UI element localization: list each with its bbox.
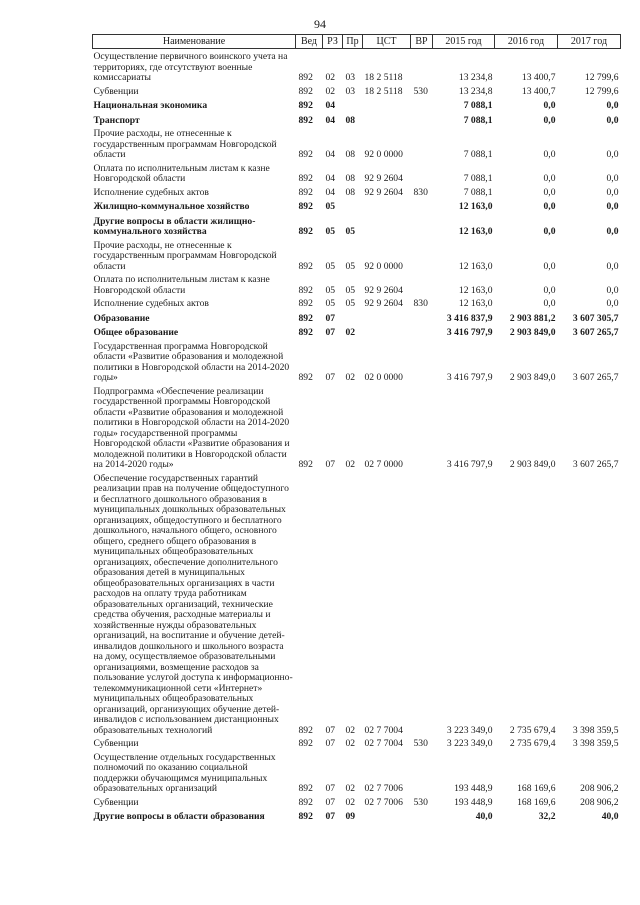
row-pr: 08 <box>345 173 356 184</box>
row-pr: 02 <box>345 459 356 470</box>
row-value-2017: 0,0 <box>606 100 619 111</box>
row-value-2016: 0,0 <box>543 186 556 198</box>
row-vr: 830 <box>413 298 428 309</box>
row-value-2015: 3 416 797,9 <box>446 372 493 383</box>
table-row <box>93 384 621 471</box>
row-value-2017: 0,0 <box>606 226 619 237</box>
row-cst: 92 9 2604 <box>364 186 403 198</box>
row-value-2017: 3 607 305,7 <box>572 312 619 324</box>
row-vr <box>411 97 433 112</box>
row-value-2016: 2 903 881,2 <box>509 312 556 324</box>
row-value-2017: 0,0 <box>606 114 619 126</box>
row-value-2015: 13 234,8 <box>458 85 493 97</box>
row-rz: 05 <box>325 284 336 296</box>
row-ved: 892 <box>298 372 313 383</box>
row-value-2015: 7 088,1 <box>463 149 493 160</box>
row-value-2015: 193 448,9 <box>454 796 493 808</box>
row-value-2016: 0,0 <box>543 100 556 111</box>
row-cst: 02 7 7006 <box>364 796 403 808</box>
table-row <box>93 185 621 199</box>
row-name: Национальная экономика <box>93 100 208 111</box>
row-value-2015: 12 163,0 <box>458 201 493 212</box>
row-value-2017: 0,0 <box>606 186 619 198</box>
row-pr: 03 <box>345 72 356 83</box>
row-value-2016: 2 735 679,4 <box>509 724 556 736</box>
table-row <box>93 471 621 737</box>
row-rz: 05 <box>325 226 336 237</box>
row-vr: 530 <box>413 738 428 749</box>
row-value-2017: 208 906,2 <box>580 796 619 808</box>
row-vr <box>411 384 433 471</box>
table-row <box>93 84 621 98</box>
row-cst: 02 7 7006 <box>364 783 403 794</box>
row-value-2015: 12 163,0 <box>458 284 493 296</box>
row-value-2017: 208 906,2 <box>580 783 619 794</box>
row-ved: 892 <box>298 811 313 822</box>
page-number: 94 <box>314 17 326 31</box>
row-name: Государственная программа Новгородской области «Развитие образования и молодежной политики в Новгородской области на 2014-2020 годы» <box>93 340 290 383</box>
row-cst: 02 0 0000 <box>364 372 403 383</box>
row-ved: 892 <box>298 298 313 309</box>
row-name: Общее образование <box>93 327 179 338</box>
table-row <box>93 339 621 384</box>
row-value-2017: 40,0 <box>601 811 619 822</box>
row-cst: 92 9 2604 <box>364 284 403 296</box>
row-ved: 892 <box>298 724 313 736</box>
row-value-2015: 7 088,1 <box>463 100 493 111</box>
header-2016: 2016 год <box>495 35 558 49</box>
row-rz: 07 <box>325 312 336 324</box>
table-row <box>93 795 621 809</box>
row-vr <box>411 238 433 273</box>
row-value-2015: 3 223 349,0 <box>446 738 493 749</box>
row-pr <box>343 198 363 213</box>
row-ved: 892 <box>298 85 313 97</box>
row-ved: 892 <box>298 114 313 126</box>
row-vr: 530 <box>413 85 428 97</box>
row-rz: 07 <box>325 459 336 470</box>
table-row <box>93 272 621 296</box>
row-ved: 892 <box>298 459 313 470</box>
row-vr <box>411 808 433 823</box>
row-cst: 92 0 0000 <box>364 260 403 272</box>
row-pr: 05 <box>345 284 356 296</box>
row-rz: 02 <box>325 72 336 83</box>
row-vr <box>411 126 433 161</box>
row-value-2017: 0,0 <box>606 173 619 184</box>
row-value-2016: 0,0 <box>543 201 556 212</box>
row-rz: 04 <box>325 149 336 160</box>
row-value-2015: 193 448,9 <box>454 783 493 794</box>
row-rz: 07 <box>325 372 336 383</box>
row-pr: 08 <box>345 186 356 198</box>
row-name: Исполнение судебных актов <box>93 186 209 198</box>
row-pr: 02 <box>345 327 356 338</box>
table-row <box>93 161 621 185</box>
row-value-2017: 12 799,6 <box>584 72 619 83</box>
row-ved: 892 <box>298 260 313 272</box>
row-name: Транспорт <box>93 114 140 126</box>
row-vr <box>411 198 433 213</box>
row-rz: 04 <box>325 186 336 198</box>
row-pr <box>343 310 363 325</box>
row-rz: 07 <box>325 796 336 808</box>
row-value-2017: 3 607 265,7 <box>572 327 619 338</box>
table-header-row <box>93 35 621 49</box>
row-value-2017: 0,0 <box>606 298 619 309</box>
row-rz: 05 <box>325 260 336 272</box>
table-row <box>93 238 621 273</box>
row-name: Образование <box>93 312 150 324</box>
row-value-2017: 3 607 265,7 <box>572 372 619 383</box>
row-vr <box>411 112 433 127</box>
row-name: Другие вопросы в области жилищно-коммунального хозяйства <box>93 215 256 237</box>
row-ved: 892 <box>298 783 313 794</box>
row-pr: 08 <box>345 114 356 126</box>
row-name: Оплата по исполнительным листам к казне Новгородской области <box>93 162 270 184</box>
row-pr: 05 <box>345 260 356 272</box>
row-vr <box>411 161 433 185</box>
row-rz: 07 <box>325 738 336 749</box>
row-cst: 92 9 2604 <box>364 173 403 184</box>
row-rz: 02 <box>325 85 336 97</box>
row-value-2017: 0,0 <box>606 201 619 212</box>
row-value-2015: 7 088,1 <box>463 186 493 198</box>
row-value-2016: 0,0 <box>543 260 556 272</box>
row-cst <box>363 213 411 238</box>
row-ved: 892 <box>298 312 313 324</box>
row-ved: 892 <box>298 796 313 808</box>
row-value-2015: 3 416 797,9 <box>446 327 493 338</box>
row-ved: 892 <box>298 149 313 160</box>
table-row <box>93 213 621 238</box>
row-value-2015: 3 416 837,9 <box>446 312 493 324</box>
row-rz: 07 <box>325 783 336 794</box>
row-cst: 18 2 5118 <box>364 72 403 83</box>
row-ved: 892 <box>298 186 313 198</box>
row-cst: 18 2 5118 <box>364 85 403 97</box>
row-cst: 02 7 0000 <box>364 459 403 470</box>
header-2015: 2015 год <box>433 35 495 49</box>
row-name: Осуществление первичного воинского учета на территориях, где отсутствуют военные комиссариаты <box>93 51 288 83</box>
table-row <box>93 736 621 750</box>
row-value-2016: 32,2 <box>538 811 556 822</box>
table-body <box>93 49 621 823</box>
row-cst: 02 7 7004 <box>364 738 403 749</box>
row-cst <box>363 198 411 213</box>
row-vr: 830 <box>413 186 428 198</box>
row-rz: 05 <box>325 201 336 212</box>
row-rz: 07 <box>325 327 336 338</box>
row-value-2016: 0,0 <box>543 298 556 309</box>
budget-table <box>92 34 621 823</box>
row-pr: 05 <box>345 298 356 309</box>
row-value-2016: 13 400,7 <box>521 72 556 83</box>
row-value-2016: 0,0 <box>543 284 556 296</box>
row-value-2017: 3 607 265,7 <box>572 459 619 470</box>
row-value-2016: 13 400,7 <box>521 85 556 97</box>
row-name: Другие вопросы в области образования <box>93 811 265 822</box>
row-pr: 03 <box>345 85 356 97</box>
row-value-2015: 13 234,8 <box>458 72 493 83</box>
row-name: Субвенции <box>93 85 139 97</box>
row-value-2015: 3 416 797,9 <box>446 459 493 470</box>
row-ved: 892 <box>298 738 313 749</box>
header-ved: Вед <box>296 35 323 49</box>
row-rz: 05 <box>325 298 336 309</box>
header-pr: Пр <box>343 35 363 49</box>
row-rz: 07 <box>325 724 336 736</box>
row-cst <box>363 310 411 325</box>
row-vr <box>411 272 433 296</box>
row-name: Субвенции <box>93 796 139 808</box>
row-ved: 892 <box>298 327 313 338</box>
row-value-2015: 7 088,1 <box>463 114 493 126</box>
row-vr: 530 <box>413 796 428 808</box>
row-value-2017: 12 799,6 <box>584 85 619 97</box>
row-cst <box>363 97 411 112</box>
table-row <box>93 750 621 795</box>
row-pr: 02 <box>345 738 356 749</box>
row-pr <box>343 97 363 112</box>
row-value-2017: 0,0 <box>606 260 619 272</box>
row-rz: 07 <box>325 811 336 822</box>
row-value-2016: 0,0 <box>543 149 556 160</box>
row-cst <box>363 324 411 339</box>
header-name: Наименование <box>93 35 296 49</box>
header-cst: ЦСТ <box>363 35 411 49</box>
row-value-2015: 7 088,1 <box>463 173 493 184</box>
row-name: Прочие расходы, не отнесенные к государственным программам Новгородской области <box>93 239 277 272</box>
row-ved: 892 <box>298 284 313 296</box>
header-vr: ВР <box>411 35 433 49</box>
row-value-2015: 12 163,0 <box>458 226 493 237</box>
table-row <box>93 324 621 339</box>
header-2017: 2017 год <box>558 35 621 49</box>
row-vr <box>411 471 433 737</box>
row-value-2016: 2 903 849,0 <box>509 372 556 383</box>
row-name: Исполнение судебных актов <box>93 298 209 309</box>
row-pr: 02 <box>345 783 356 794</box>
row-ved: 892 <box>298 100 313 111</box>
row-value-2015: 3 223 349,0 <box>446 724 493 736</box>
row-value-2015: 12 163,0 <box>458 298 493 309</box>
row-vr <box>411 324 433 339</box>
row-pr: 02 <box>345 796 356 808</box>
table-row <box>93 296 621 310</box>
row-name: Подпрограмма «Обеспечение реализации государственной программы Новгородской области «Развитие образования и молодежной политики в Новгородской области на 2014-2020 годы» государственной программы Новгородской области «Развитие образования и молодежной политики в Новгородской области на 2014-2020 годы» <box>93 385 290 470</box>
row-ved: 892 <box>298 173 313 184</box>
header-rz: РЗ <box>323 35 343 49</box>
row-cst <box>363 112 411 127</box>
row-pr: 09 <box>345 811 356 822</box>
table-row <box>93 49 621 84</box>
table-row <box>93 310 621 325</box>
row-value-2016: 168 169,6 <box>517 796 556 808</box>
row-pr: 02 <box>345 724 356 736</box>
row-value-2017: 3 398 359,5 <box>572 724 619 736</box>
row-vr <box>411 213 433 238</box>
row-name: Оплата по исполнительным листам к казне Новгородской области <box>93 274 270 296</box>
row-value-2016: 0,0 <box>543 226 556 237</box>
row-value-2015: 40,0 <box>475 811 493 822</box>
table-row <box>93 808 621 823</box>
row-value-2016: 0,0 <box>543 173 556 184</box>
row-name: Осуществление отдельных государственных полномочий по оказанию социальной поддержки обучающимся муниципальных образовательных организаций <box>93 751 276 794</box>
row-cst: 02 7 7004 <box>364 724 403 736</box>
row-rz: 04 <box>325 100 336 111</box>
row-value-2017: 3 398 359,5 <box>572 738 619 749</box>
table-row <box>93 198 621 213</box>
row-name: Жилищно-коммунальное хозяйство <box>93 201 250 212</box>
row-value-2016: 0,0 <box>543 114 556 126</box>
row-ved: 892 <box>298 201 313 212</box>
row-cst: 92 9 2604 <box>364 298 403 309</box>
row-ved: 892 <box>298 72 313 83</box>
row-pr: 08 <box>345 149 356 160</box>
row-rz: 04 <box>325 114 336 126</box>
row-pr: 02 <box>345 372 356 383</box>
row-value-2016: 2 735 679,4 <box>509 738 556 749</box>
table-row <box>93 126 621 161</box>
row-cst <box>363 808 411 823</box>
row-value-2017: 0,0 <box>606 149 619 160</box>
row-value-2016: 2 903 849,0 <box>509 327 556 338</box>
row-vr <box>411 339 433 384</box>
row-value-2016: 168 169,6 <box>517 783 556 794</box>
row-value-2016: 2 903 849,0 <box>509 459 556 470</box>
table-row <box>93 97 621 112</box>
row-vr <box>411 49 433 84</box>
row-pr: 05 <box>345 226 356 237</box>
row-name: Обеспечение государственных гарантий реализации прав на получение общедоступного и бесплатного дошкольного образования в муниципальных дошкольных образовательных организациях, общедоступного и бесплатного дошкольного, начального общего, основного общего, среднего общего образования в муниципальных общеобразовательных организациях, обеспечение дополнительного образования детей в муниципальных общеобразовательных организациях в части расходов на оплату труда работникам образовательных организаций, технические средства обучения, расходные материалы и хозяйственные нужды образовательных организаций, на воспитание и обучение детей-инвалидов дошкольного и школьного возраста на дому, осуществляемое образовательными организациями, возмещение расходов за пользование услугой доступа к информационно-телекоммуникационной сети «Интернет» муниципальных общеобразовательных организаций, организующих обучение детей-инвалидов с использованием дистанционных образовательных технологий <box>93 472 293 736</box>
table-row <box>93 112 621 127</box>
row-ved: 892 <box>298 226 313 237</box>
row-vr <box>411 750 433 795</box>
row-value-2015: 12 163,0 <box>458 260 493 272</box>
row-rz: 04 <box>325 173 336 184</box>
row-value-2017: 0,0 <box>606 284 619 296</box>
row-name: Прочие расходы, не отнесенные к государственным программам Новгородской области <box>93 128 277 160</box>
row-name: Субвенции <box>93 738 139 749</box>
row-cst: 92 0 0000 <box>364 149 403 160</box>
row-vr <box>411 310 433 325</box>
